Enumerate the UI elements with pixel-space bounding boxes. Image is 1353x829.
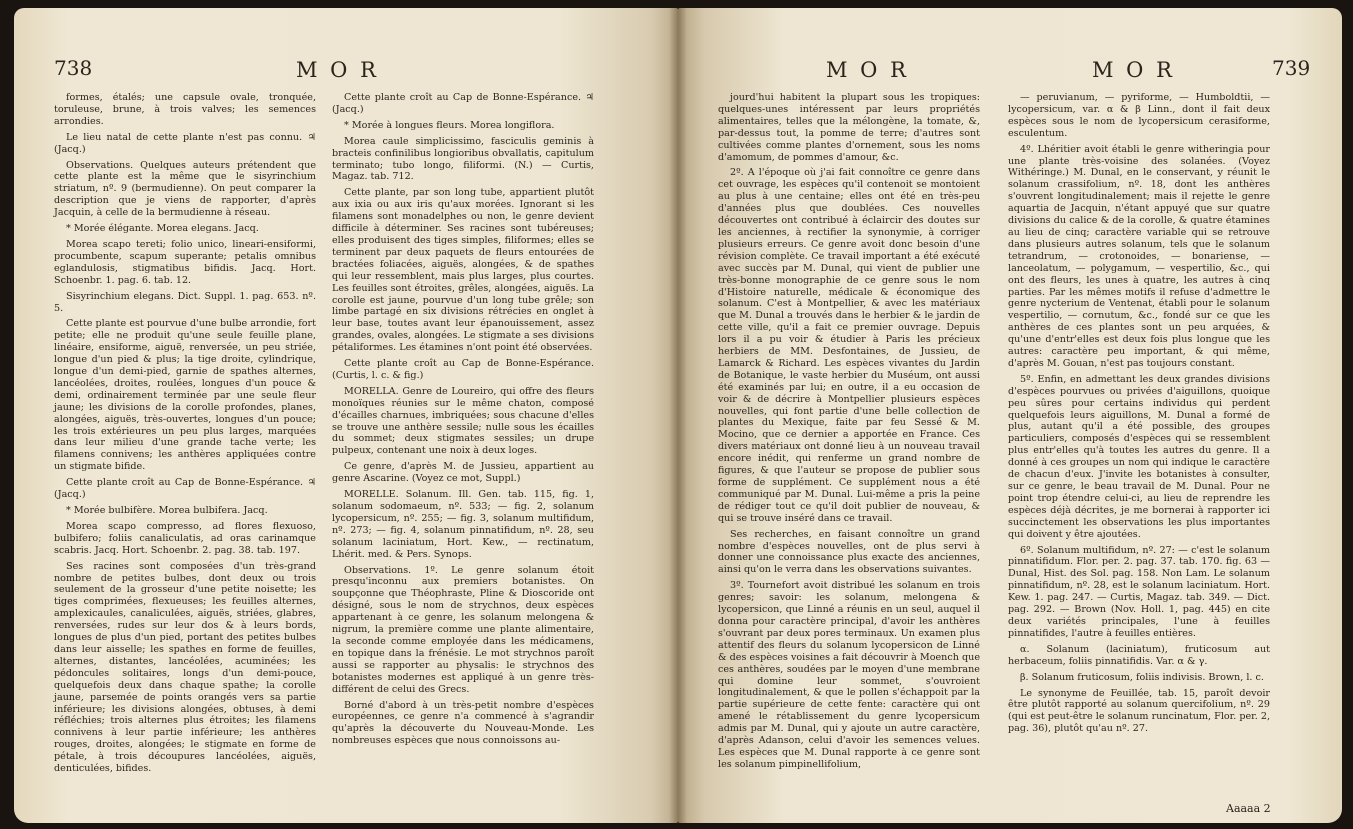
paragraph: 5º. Enfin, en admettant les deux grandes divisions d'espèces pourvues ou privées d'aiguillons, quoique peu sûres pour certains individus qui perdent quelquefois leurs aiguillons, M. Dunal a formé de plus, autant qu'il a été possible, des groupes particuliers, composés d'espèces qui se ressemblent plus entr'elles qu'à toutes les autres du genre. Il a donné à ces groupes un nom qui indique le caractère de chacun d'eux. J'invite les botanistes à consulter, sur ce genre, le beau travail de M. Dunal. Pour ne point trop étendre celui-ci, au lieu de reprendre les espèces déjà décrites, je me bornerai à rapporter ici succinctement les observations les plus importantes qui doivent y être ajoutées. [1008,373,1270,540]
paragraph: Sisyrinchium elegans. Dict. Suppl. 1. pag. 653. nº. 5. [54,290,316,314]
paragraph: α. Solanum (laciniatum), fruticosum aut herbaceum, foliis pinnatifidis. Var. α & γ. [1008,643,1270,667]
text-column-3 [718,92,980,775]
book-spread [14,8,1342,823]
paragraph: jourd'hui habitent la plupart sous les tropiques: quelques-unes intéressent par leurs propriétés alimentaires, telles que la mélongène, la tomate, &, par-dessus tout, la pomme de terre; d'autres sont cultivées comme plantes d'ornement, sous les noms d'amomum, de pommes d'amour, &c. [718,92,980,163]
paragraph: 4º. Lhéritier avoit établi le genre witheringia pour une plante très-voisine des solanées. (Voyez Withéringe.) M. Dunal, en le conservant, y réunit le solanum crassifolium, nº. 18, dont les anthères s'ouvrent longitudinalement; mais il rejette le genre aquartia de Jacquin, n'étant appuyé que sur quatre divisions du calice & de la corolle, & quatre étamines au lieu de cinq; caractère variable qui se retrouve dans plusieurs autres solanum, tels que le solanum tetrandrum, — crotonoides, — bonariense, — lanceolatum, — polygamum, — vespertilio, &c., qui ont des fleurs, les unes à quatre, les autres à cinq parties. Par les mêmes motifs il refuse d'admettre le genre nycterium de Ventenat, établi pour le solanum vespertilio, — cornutum, &c., fondé sur ce que les anthères de ces plantes sont un peu arquées, & qu'une d'entr'elles est deux fois plus longue que les autres: caractère peu important, & qui même, d'après M. Gouan, n'est pas toujours constant. [1008,143,1270,369]
paragraph: 3º. Tournefort avoit distribué les solanum en trois genres; savoir: les solanum, melongena & lycopersicon, que Linné a réunis en un seul, auquel il donna pour caractère principal, d'avoir les anthères s'ouvrant par deux pores terminaux. Un examen plus attentif des fleurs du solanum lycopersicon de Linné & des espèces voisines a fait découvrir à Moench que ces anthères, soudées par le moyen d'une membrane qui domine leur sommet, s'ouvroient longitudinalement, & que le pollen s'échappoit par la partie supérieure de cette fente: caractère qui ont amené le rétablissement du genre lycopersicum admis par M. Dunal, qui y ajoute un autre caractère, d'après Adanson, celui d'avoir les semences velues. Les espèces que M. Dunal rapporte à ce genre sont les solanum pimpinellifolium, [718,580,980,770]
paragraph: β. Solanum fruticosum, foliis indivisis. Brown, l. c. [1020,671,1264,683]
paragraph: Observations. 1º. Le genre solanum étoit presqu'inconnu aux premiers botanistes. On soupçonne que Théophraste, Pline & Dioscoride ont désigné, sous le nom de strychnos, deux espèces appartenant à ce genre, les solanum melongena & nigrum, la première comme une plante alimentaire, la seconde comme employée dans les médicamens, en topique dans la frénésie. Le mot strychnos paroît aussi se rapporter au physalis: le strychnos des botanistes modernes est appliqué à un genre très-différent de celui des Grecs. [332,564,594,695]
paragraph: Le synonyme de Feuillée, tab. 15, paroît devoir être plutôt rapporté au solanum quercifolium, nº. 29 (qui est peut-être le solanum runcinatum, Flor. per. 2, pag. 36), plutôt qu'au nº. 27. [1008,687,1270,735]
paragraph: 6º. Solanum multifidum, nº. 27: — c'est le solanum pinnatifidum. Flor. per. 2. pag. 37. tab. 170. fig. 63 — Dunal, Hist. des Sol. pag. 158. Non Lam. Le solanum pinnatifidum, nº. 28, est le solanum laciniatum. Hort. Kew. 1. pag. 247. — Curtis, Magaz. tab. 349. — Dict. pag. 292. — Brown (Nov. Holl. 1, pag. 445) en cite deux variétés principales, l'une à feuilles pinnatifides, l'autre à feuilles entières. [1008,544,1270,639]
paragraph: 2º. A l'époque où j'ai fait connoître ce genre dans cet ouvrage, les espèces qu'il contenoit se montoient au plus à une centaine; elles ont été en très-peu d'années plus que doublées. Ces nouvelles découvertes ont contribué à éclaircir des doutes sur les anciennes, à rectifier la synonymie, à corriger plusieurs erreurs. Ce genre avoit donc besoin d'une révision complète. Ce travail important a été exécuté avec succès par M. Dunal, qui vient de publier une très-bonne monographie de ce genre sous le nom d'Histoire naturelle, médicale & économique des solanum. C'est à Montpellier, & avec les matériaux que M. Dunal a trouvés dans le herbier & le jardin de cette ville, qu'il a fait ce premier ouvrage. Depuis lors il a pu voir & étudier à Paris les précieux herbiers de MM. Desfontaines, de Jussieu, de Lamarck & Richard. Les espèces vivantes du Jardin de Botanique, le vaste herbier du Muséum, ont aussi été examinés par lui; en outre, il a eu occasion de voir & de décrire à Montpellier plusieurs espèces nouvelles, qui font partie d'une belle collection de plantes du Mexique, faite par feu Sessé & M. Mocino, que ce dernier a apportée en France. Ces divers matériaux ont donné lieu à un nouveau travail encore inédit, qui renferme un grand nombre de figures, & que l'auteur se propose de publier sous forme de supplément. Ce supplément nous a été communiqué par M. Dunal. Lui-même a pris la peine de rédiger tout ce qu'il doit publier de nouveau, & qui se trouve inséré dans ce travail. [718,167,980,524]
page-number: 738 [54,56,93,80]
left-page [14,8,678,823]
paragraph: * Morée à longues fleurs. Morea longiflora. [344,119,555,131]
page-number: 739 [1272,56,1311,80]
paragraph: Cette plante, par son long tube, appartient plutôt aux ixia ou aux iris qu'aux morées. Ignorant si les filamens sont monadelphes ou non, le genre devient difficile à déterminer. Ses racines sont tubéreuses; elles produisent des tiges simples, filiformes; elles se terminent par deux paquets de fleurs entourées de bractées foliacées, aiguës, alongées, & de spathes qui leur ressemblent, mais plus larges, plus courtes. Les feuilles sont étroites, grêles, alongées, aiguës. La corolle est jaune, pourvue d'un long tube grêle; son limbe partagé en six divisions rétrécies en onglet à leur base, toutes avant leur épanouissement, assez grandes, ovales, alongées. Le stigmate a ses divisions pétaliformes. Les étamines n'ont point été observées. [332,187,594,354]
paragraph: * Morée élégante. Morea elegans. Jacq. [66,223,259,235]
signature-mark: Aaaaa 2 [1226,802,1271,815]
paragraph: Morea scapo compresso, ad flores flexuoso, bulbifero; foliis canaliculatis, ad oras carinamque scabris. Jacq. Hort. Schoenbr. 2. pag. 38. tab. 197. [54,520,316,556]
paragraph: Ses recherches, en faisant connoître un grand nombre d'espèces nouvelles, ont de plus servi à donner une connoissance plus exacte des anciennes, ainsi qu'on le verra dans les observations suivantes. [718,528,980,576]
paragraph: — peruvianum, — pyriforme, — Humboldtii, — lycopersicum, var. α & β Linn., dont il fait deux espèces sous le nom de lycopersicum cerasiforme, esculentum. [1008,92,1270,139]
paragraph: Observations. Quelques auteurs prétendent que cette plante est la même que le sisyrinchium striatum, nº. 9 (bermudienne). On peut comparer la description que je viens de rapporter, d'après Jacquin, à celle de la bermudienne à réseau. [54,159,316,219]
text-column-4 [1008,92,1270,739]
paragraph: Morea caule simplicissimo, fasciculis geminis à bracteis confinilibus longioribus obvallatis, capitulum terminato; tubo longo, filiformi. (N.) — Curtis, Magaz. tab. 712. [332,135,594,183]
paragraph: MORELLE. Solanum. Ill. Gen. tab. 115, fig. 1, solanum sodomaeum, nº. 533; — fig. 2, solanum lycopersicum, nº. 255; — fig. 3, solanum multifidum, nº. 273; — fig. 4, solanum pinnatifidum, nº. 28, seu solanum laciniatum, Hort. Kew., — rectinatum, Lhérit. med. & Pers. Synops. [332,489,594,560]
paragraph: Borné d'abord à un très-petit nombre d'espèces européennes, ce genre n'a commencé à s'agrandir qu'après la découverte du Nouveau-Monde. Les nombreuses espèces que nous connoissons au- [332,699,594,747]
text-column-2 [332,92,594,751]
running-header: M O R [296,58,379,82]
paragraph: Cette plante croît au Cap de Bonne-Espérance. ♃ (Jacq.) [54,477,316,501]
running-header-second: M O R [1092,58,1175,82]
paragraph: formes, étalés; une capsule ovale, tronquée, toruleuse, brune, à trois valves; les semences arrondies. [54,92,316,127]
paragraph: Cette plante croît au Cap de Bonne-Espérance. ♃ (Jacq.) [332,92,594,115]
paragraph: Cette plante croît au Cap de Bonne-Espérance. (Curtis, l. c. & fig.) [332,358,594,381]
right-page [678,8,1342,823]
paragraph: MORELLA. Genre de Loureiro, qui offre des fleurs monoïques réunies sur le même chaton, composé d'écailles charnues, imbriquées; sous chacune d'elles se trouve une anthère sessile; nulle sous les écailles du sommet; deux stigmates sessiles; un drupe pulpeux, contenant une noix à deux loges. [332,385,594,457]
paragraph: Le lieu natal de cette plante n'est pas connu. ♃ (Jacq.) [54,131,316,155]
paragraph: Ses racines sont composées d'un très-grand nombre de petites bulbes, dont deux ou trois seulement de la grosseur d'une petite noisette; les tiges comprimées, flexueuses; les feuilles alternes, amplexicaules, canaliculées, aiguës, striées, glabres, renversées, rudes sur leur dos & à leurs bords, longues de plus d'un pied, portant des petites bulbes dans leur aisselle; les spathes en forme de feuilles, alternes, distantes, lancéolées, acuminées; les pédoncules solitaires, longs d'un demi-pouce, quelquefois deux dans chaque spathe; la corolle jaune, parsemée de points orangés vers sa partie inférieure; les divisions alongées, obtuses, à demi réfléchies; trois alternes plus étroites; les filamens connivens à leur partie inférieure; les anthères rouges, droites, alongées; le stigmate en forme de pétale, à trois découpures lancéolées, aiguës, denticulées, bifides. [54,560,316,775]
paragraph: Morea scapo tereti; folio unico, lineari-ensiformi, procumbente, scapum superante; petalis omnibus eglandulosis, stigmatibus bifidis. Jacq. Hort. Schoenbr. 1. pag. 6. tab. 12. [54,238,316,286]
paragraph: Ce genre, d'après M. de Jussieu, appartient au genre Ascarine. (Voyez ce mot, Suppl.) [332,461,594,485]
running-header: M O R [826,58,909,82]
text-column-1 [54,92,316,779]
paragraph: * Morée bulbifère. Morea bulbifera. Jacq. [66,505,268,516]
paragraph: Cette plante est pourvue d'une bulbe arrondie, fort petite; elle ne produit qu'une seule feuille plane, linéaire, ensiforme, aiguë, renversée, un peu striée, longue d'un pied & plus; la tige droite, cylindrique, longue d'un demi-pied, garnie de spathes alternes, lancéolées, droites, roulées, longues d'un pouce & demi, ordinairement terminée par une seule fleur jaune; les divisions de la corolle profondes, planes, alongées, aiguës, très-ouvertes, longues d'un pouce; les trois extérieures un peu plus larges, marquées dans leur milieu d'une grande tache verte; les filamens connivens; les anthères appliquées contre un stigmate bifide. [54,318,316,473]
book-gutter [669,8,687,823]
